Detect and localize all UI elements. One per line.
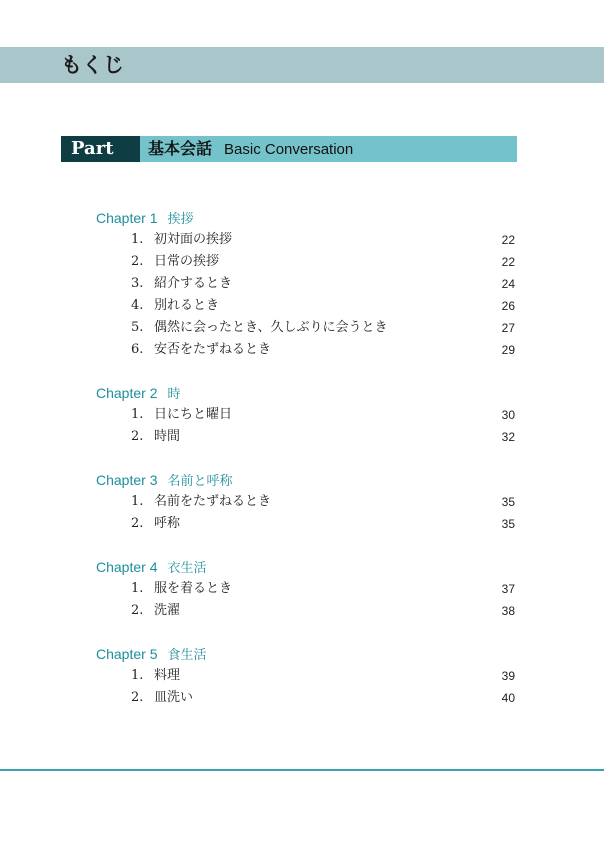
entry-label: 日常の挨拶 xyxy=(154,254,220,269)
entry-label: 料理 xyxy=(154,668,181,683)
entry-page-number: 29 xyxy=(501,343,515,357)
entry-number: 2. xyxy=(131,690,144,705)
chapter-heading[interactable] xyxy=(96,382,604,404)
chapter-title: 時 xyxy=(167,387,181,402)
toc-entry[interactable] xyxy=(0,578,604,600)
chapter-section xyxy=(0,643,604,709)
entry-page-number: 27 xyxy=(501,321,515,335)
toc-entry[interactable] xyxy=(0,273,604,295)
table-of-contents xyxy=(0,207,604,730)
entry-number: 1. xyxy=(131,494,144,509)
chapter-heading[interactable] xyxy=(96,643,604,665)
toc-entry[interactable] xyxy=(0,687,604,709)
entry-number: 5. xyxy=(131,320,144,335)
chapter-section xyxy=(0,207,604,361)
entry-label: 時間 xyxy=(154,429,181,444)
chapter-title: 名前と呼称 xyxy=(167,474,233,489)
entry-number: 1. xyxy=(131,668,144,683)
entry-page-number: 39 xyxy=(501,669,515,683)
entry-number: 1. xyxy=(131,581,144,596)
toc-entry[interactable] xyxy=(0,229,604,251)
toc-entry[interactable] xyxy=(0,665,604,687)
chapter-title: 挨拶 xyxy=(167,212,194,227)
part-title-japanese: 基本会話 xyxy=(148,139,213,158)
entry-number: 6. xyxy=(131,342,144,357)
toc-entry[interactable] xyxy=(0,251,604,273)
chapter-heading[interactable] xyxy=(96,469,604,491)
toc-entry[interactable] xyxy=(0,426,604,448)
toc-entry[interactable] xyxy=(0,339,604,361)
entry-page-number: 35 xyxy=(501,517,515,531)
part-title-english: Basic Conversation xyxy=(224,141,354,158)
toc-entry[interactable] xyxy=(0,600,604,622)
entry-number: 2. xyxy=(131,254,144,269)
chapter-title: 食生活 xyxy=(167,648,207,663)
entry-label: 洗濯 xyxy=(154,603,181,618)
entry-page-number: 38 xyxy=(501,604,515,618)
entry-label: 服を着るとき xyxy=(154,581,233,596)
toc-entry[interactable] xyxy=(0,404,604,426)
entry-label: 偶然に会ったとき、久しぶりに会うとき xyxy=(154,320,388,335)
entry-page-number: 30 xyxy=(501,408,515,422)
toc-entry[interactable] xyxy=(0,491,604,513)
chapter-label: Chapter 3 xyxy=(96,472,158,488)
entry-label: 初対面の挨拶 xyxy=(154,232,233,247)
toc-entry[interactable] xyxy=(0,513,604,535)
entry-number: 4. xyxy=(131,298,144,313)
toc-entry[interactable] xyxy=(0,317,604,339)
chapter-heading[interactable] xyxy=(96,556,604,578)
entry-label: 安否をたずねるとき xyxy=(154,342,272,357)
entry-label: 皿洗い xyxy=(154,690,194,705)
entry-page-number: 32 xyxy=(501,430,515,444)
page-title: もくじ xyxy=(61,53,124,77)
chapter-label: Chapter 1 xyxy=(96,210,158,226)
entry-page-number: 22 xyxy=(501,255,515,269)
entry-page-number: 37 xyxy=(501,582,515,596)
entry-number: 2. xyxy=(131,516,144,531)
entry-number: 2. xyxy=(131,429,144,444)
bottom-divider xyxy=(0,769,604,771)
chapter-section xyxy=(0,382,604,448)
entry-label: 日にちと曜日 xyxy=(154,407,233,422)
chapter-heading[interactable] xyxy=(96,207,604,229)
entry-number: 1. xyxy=(131,232,144,247)
toc-entry[interactable] xyxy=(0,295,604,317)
entry-label: 紹介するとき xyxy=(154,276,233,291)
entry-label: 呼称 xyxy=(154,516,181,531)
part-heading-bar xyxy=(61,136,517,185)
chapter-label: Chapter 2 xyxy=(96,385,158,401)
chapter-section xyxy=(0,556,604,622)
entry-number: 1. xyxy=(131,407,144,422)
entry-page-number: 26 xyxy=(501,299,515,313)
entry-page-number: 35 xyxy=(501,495,515,509)
part-label: Part 1 xyxy=(61,136,140,162)
chapter-title: 衣生活 xyxy=(167,561,207,576)
entry-page-number: 24 xyxy=(501,277,515,291)
chapter-section xyxy=(0,469,604,535)
entry-page-number: 22 xyxy=(501,233,515,247)
entry-number: 2. xyxy=(131,603,144,618)
chapter-label: Chapter 4 xyxy=(96,559,158,575)
chapter-label: Chapter 5 xyxy=(96,646,158,662)
entry-label: 別れるとき xyxy=(154,298,220,313)
entry-number: 3. xyxy=(131,276,144,291)
entry-label: 名前をたずねるとき xyxy=(154,494,272,509)
entry-page-number: 40 xyxy=(501,691,515,705)
